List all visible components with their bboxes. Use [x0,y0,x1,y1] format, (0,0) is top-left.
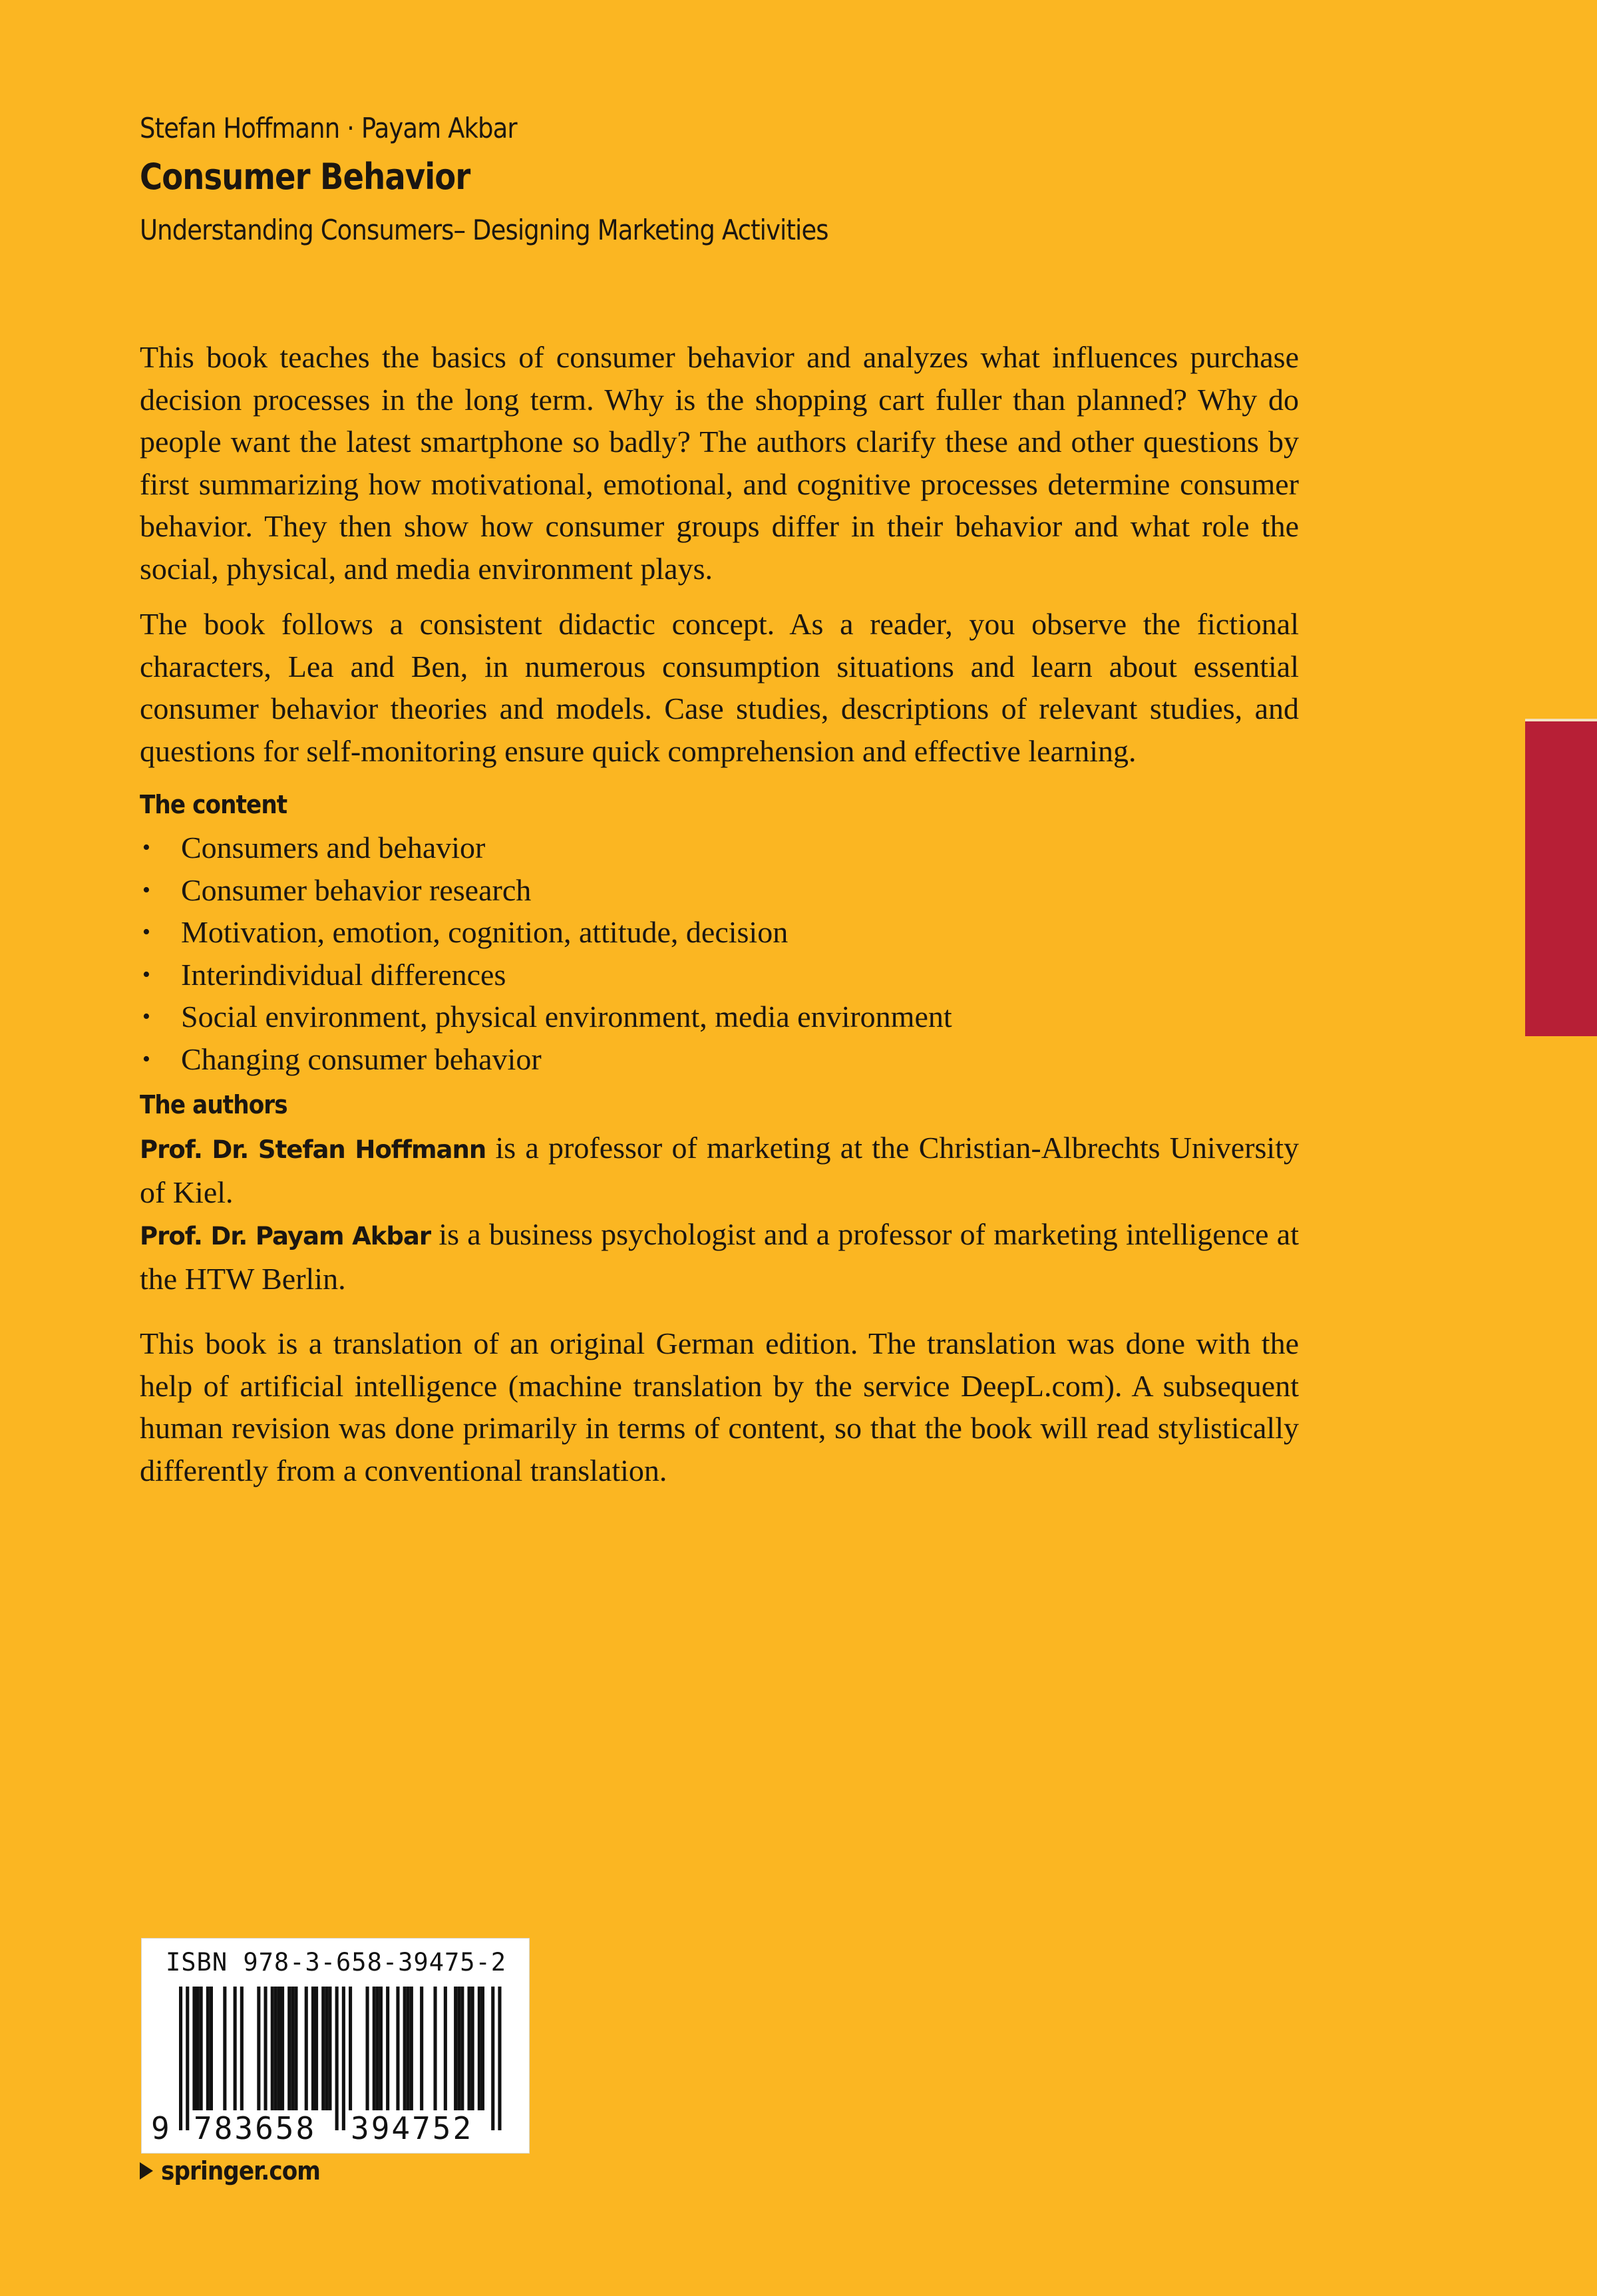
barcode-bar [264,1987,267,2110]
barcode-bar [179,1987,182,2130]
translation-note: This book is a translation of an original German edition. The translation was done with the help of artificial intelligence (machine translation by the service DeepL.com). A subsequent human revision was done primarily in terms of content, so that the book will read stylistically differently from a conventional translation. [140,1326,1299,1487]
content-list [140,827,1299,1080]
barcode-bar [287,1987,291,2110]
description-paragraph-1: This book teaches the basics of consumer behavior and analyzes what influences purchase decision processes in the long term. Why is the shopping cart fuller than planned? Why do people want the latest smartphone so badly? The authors clarify these and other questions by first summarizing how motivational, emotional, and cognitive processes determine consumer behavior. They then show how consumer groups differ in their behavior and what role the social, physical, and media environment plays. [140,340,1299,586]
barcode-bar [210,1987,213,2110]
barcode-bar [277,1987,281,2110]
description-paragraph-2: The book follows a consistent didactic concept. As a reader, you observe the fictional characters, Lea and Ben, in numerous consumption situations and learn about essential consumer behavior theories and models. Case studies, descriptions of relevant studies, and questions for self-monitoring ensure quick comprehension and effective learning. [140,607,1299,768]
list-item [140,827,1299,869]
barcode-bar [311,1987,315,2110]
spine-tab-edge [1525,719,1597,721]
barcode-bar [342,1987,345,2130]
list-item [140,911,1299,954]
isbn-barcode [141,1938,530,2154]
list-item [140,869,1299,912]
barcode-bar [274,1987,277,2110]
barcode-bar [434,1987,437,2110]
barcode-bar [223,1987,226,2110]
list-item-label: Motivation, emotion, cognition, attitude, decision [181,915,789,949]
barcode-bar [328,1987,331,2110]
barcode-bar [315,1987,318,2110]
barcode-bar [379,1987,383,2110]
barcode-bar [471,1987,474,2110]
barcode-bar [321,1987,325,2110]
barcode-bar [186,1987,189,2130]
barcode-bar [460,1987,464,2110]
cover-body [140,336,1299,1491]
barcode-bar [386,1987,389,2110]
list-item [140,996,1299,1038]
barcode-bar [335,1987,339,2130]
barcode-digit-group-left: 783658 [194,2110,317,2146]
bullet-icon: • [142,1004,150,1029]
author-name-akbar: Prof. Dr. Payam Akbar [140,1222,431,1250]
list-item [140,954,1299,996]
barcode-bar [410,1987,413,2110]
barcode-bar [349,1987,352,2110]
content-heading: The content [140,790,287,819]
list-item-label: Changing consumer behavior [181,1042,542,1076]
barcode-bar [294,1987,297,2110]
barcode-bar [257,1987,260,2110]
barcode-digit-first: 9 [151,2110,170,2146]
list-item-label: Social environment, physical environment, media environment [181,1000,952,1034]
barcode-bar [366,1987,369,2110]
barcode-bar [403,1987,407,2110]
list-item-label: Consumers and behavior [181,831,486,864]
barcode-bar [491,1987,494,2130]
author-name-hoffmann: Prof. Dr. Stefan Hoffmann [140,1135,486,1164]
barcode-bar [291,1987,294,2110]
author-bio-hoffmann [140,1127,1299,1213]
list-item-label: Consumer behavior research [181,872,532,907]
spine-color-tab [1525,719,1597,1036]
barcode-bar [444,1987,447,2110]
author-bio-text-akbar: is a business psychologist and a professor of marketing intelligence at the HTW Berlin. [140,1217,1299,1296]
barcode-bar [373,1987,376,2110]
barcode-bar [420,1987,423,2110]
barcode-bar [376,1987,379,2110]
bullet-icon: • [142,1046,150,1071]
barcode-bar [234,1987,237,2110]
website-link[interactable]: springer.com [161,2156,321,2186]
barcode-bar [196,1987,200,2110]
list-item-label: Interindividual differences [181,957,506,992]
authors-heading: The authors [140,1090,287,1119]
barcode-bar [271,1987,274,2110]
barcode-bar [481,1987,484,2110]
barcode-bar [407,1987,410,2110]
publisher-website[interactable] [140,2156,338,2186]
authors-line: Stefan Hoffmann · Payam Akbar [140,112,517,144]
barcode-bar [457,1987,460,2110]
barcode-bar [478,1987,481,2110]
barcode-bar [240,1987,244,2110]
barcode-bar [325,1987,328,2110]
cover-header [140,105,1337,257]
barcode-bar [192,1987,196,2110]
book-subtitle: Understanding Consumers– Designing Marketing Activities [140,214,828,246]
barcode-bar [281,1987,284,2110]
barcode-bar [200,1987,203,2110]
bullet-icon: • [142,962,150,987]
barcode-bar [305,1987,308,2110]
barcode-bar [396,1987,399,2110]
author-bio-akbar [140,1213,1299,1300]
bullet-icon: • [142,877,150,902]
author-bio-text-hoffmann: is a professor of marketing at the Christian-Albrechts University of Kiel. [140,1131,1299,1209]
arrow-right-icon [140,2162,153,2180]
book-title: Consumer Behavior [140,156,470,198]
barcode-bar [206,1987,210,2110]
barcode-bar [454,1987,457,2110]
list-item [140,1038,1299,1081]
bullet-icon: • [142,920,150,944]
barcode-digit-group-right: 394752 [351,2110,474,2146]
isbn-label: ISBN 978-3-658-39475-2 [166,1948,507,1977]
barcode-bar [498,1987,501,2130]
barcode-bar [468,1987,471,2110]
bullet-icon: • [142,835,150,860]
